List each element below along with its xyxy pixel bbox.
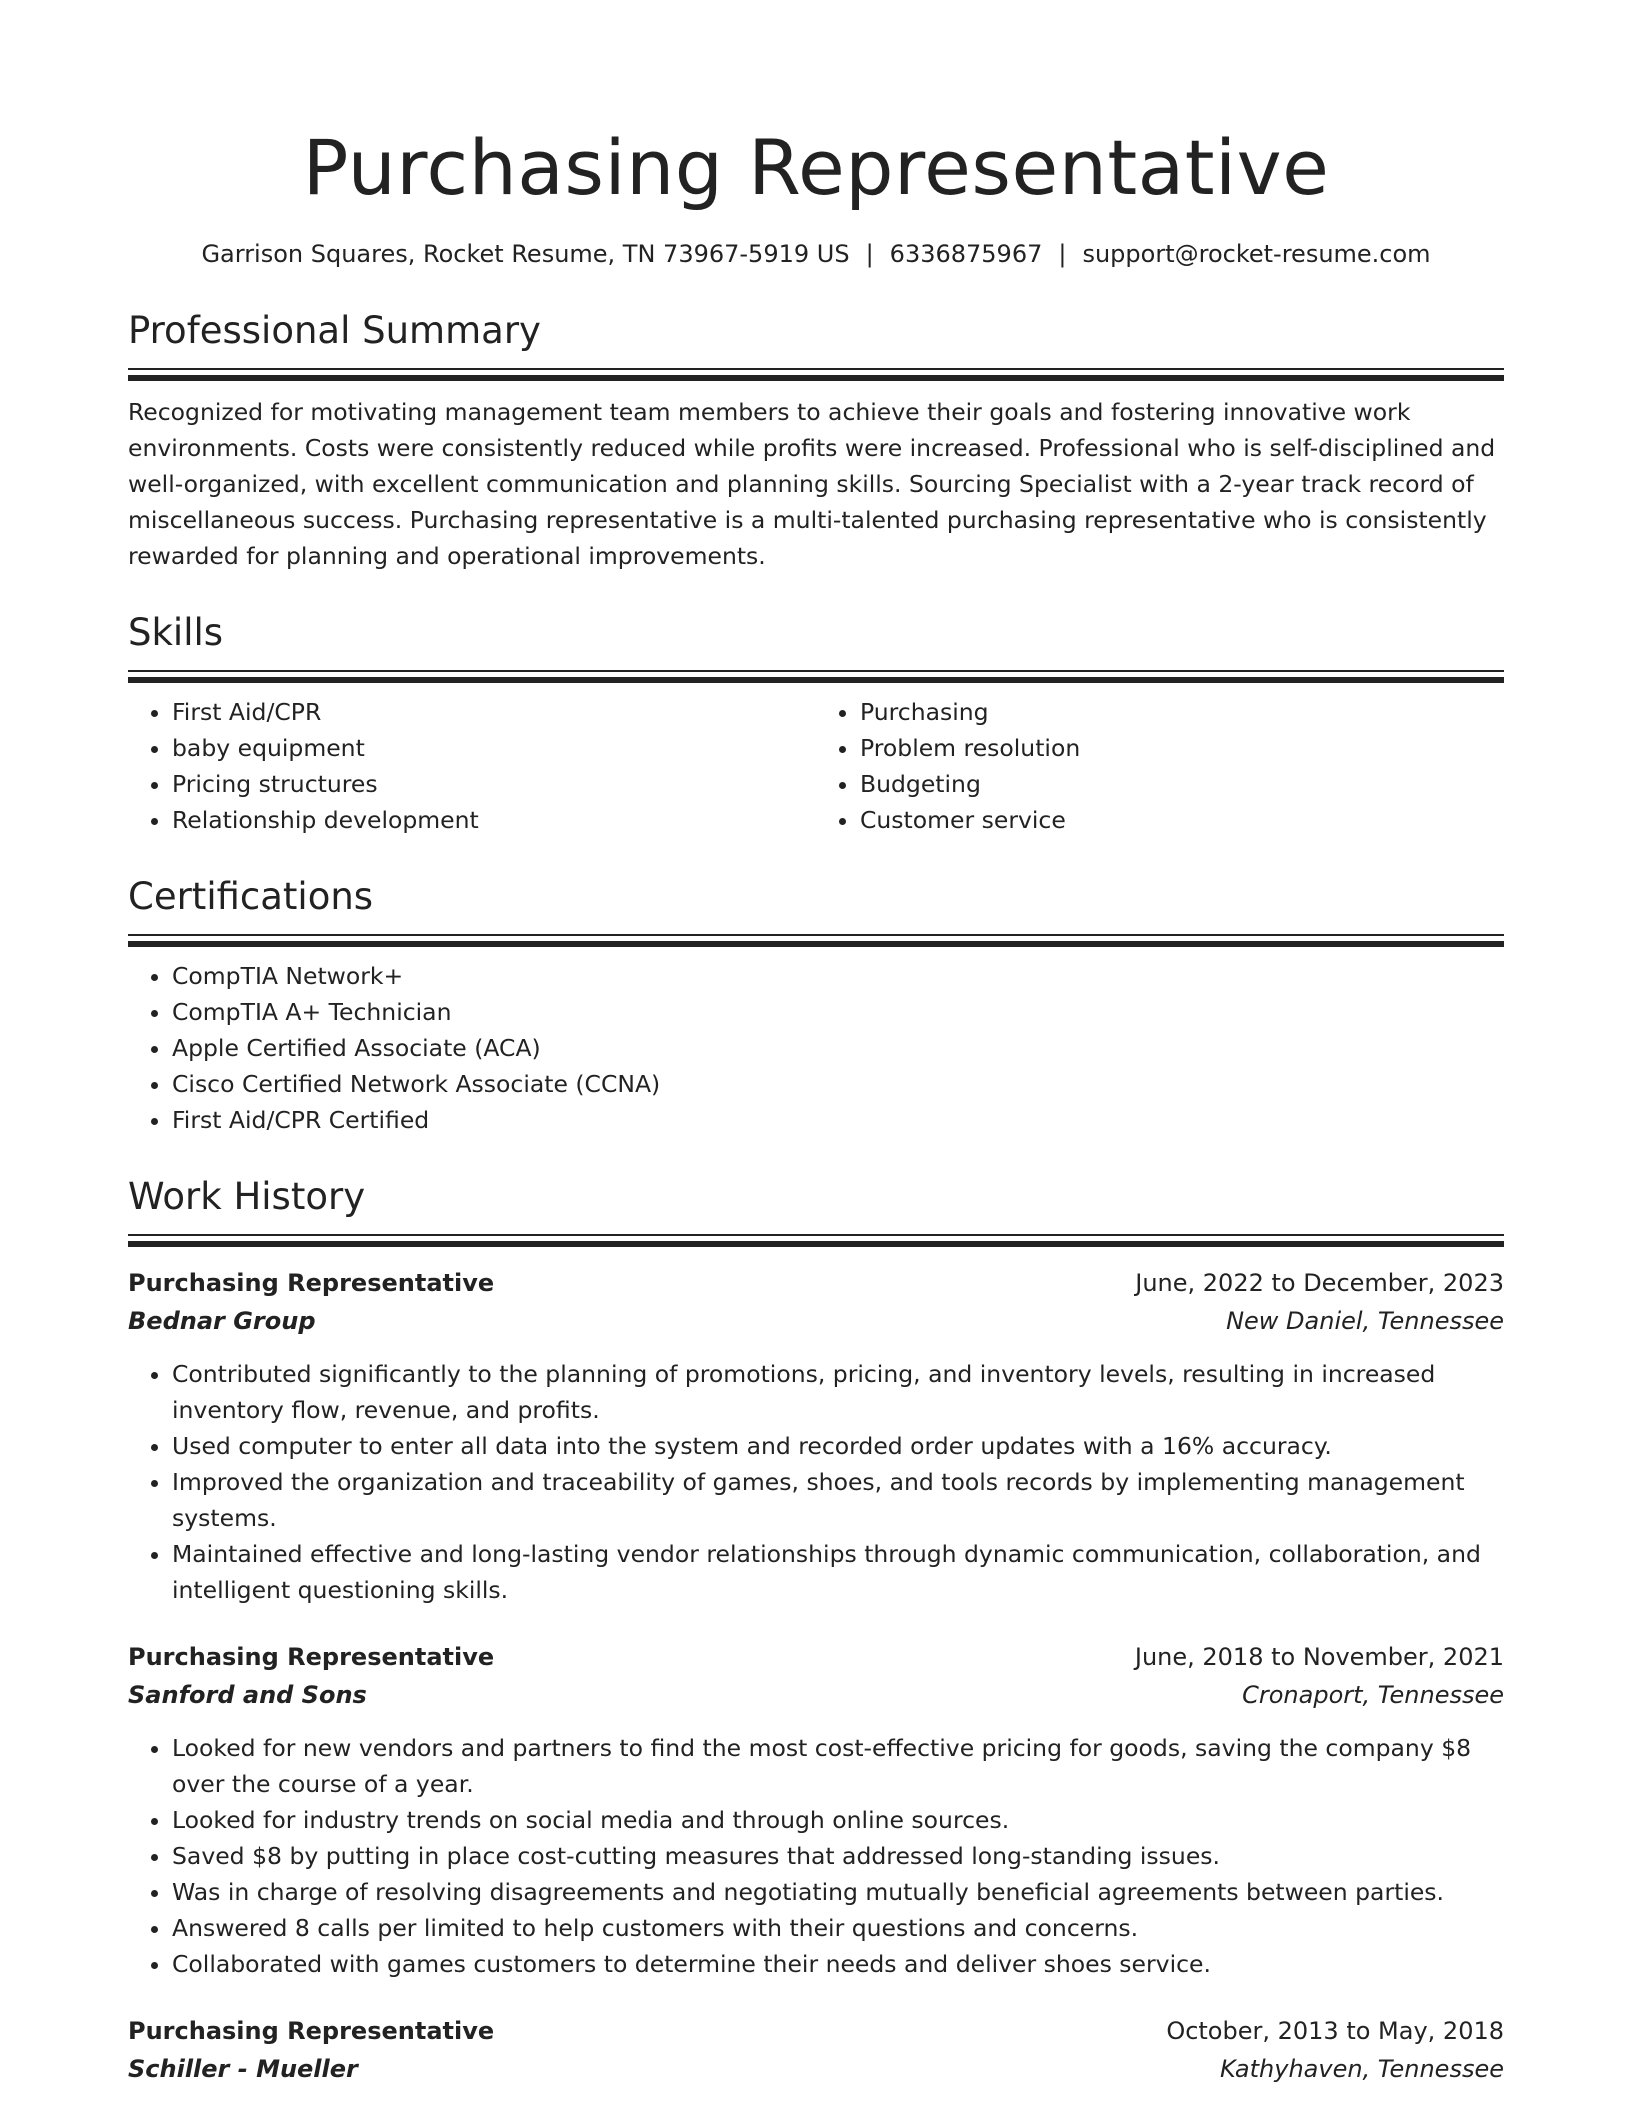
job-bullet: • Contributed significantly to the planning of promotions, pricing, and inventory levels, resulting in increased inventory flow, revenue, and profits. (172, 1356, 1504, 1428)
skills-list-left (128, 694, 816, 838)
job-header-row (128, 1264, 1504, 1302)
skill-item: • Pricing structures (172, 766, 816, 802)
certifications-section (128, 872, 1504, 1138)
resume-name: Purchasing Representative (302, 123, 1330, 212)
contact-phone: 6336875967 (889, 240, 1043, 268)
section-divider (128, 934, 1504, 948)
skill-item: • Customer service (860, 802, 1504, 838)
job-location: Cronaport, Tennessee (1242, 1681, 1504, 1709)
work-history-section (128, 1172, 1504, 2088)
skill-item: • baby equipment (172, 730, 816, 766)
job-bullets (128, 1730, 1504, 1982)
section-divider (128, 368, 1504, 382)
certification-item: • CompTIA A+ Technician (172, 994, 1504, 1030)
section-divider (128, 670, 1504, 684)
section-title-summary: Professional Summary (128, 309, 541, 352)
job-header-row (128, 2012, 1504, 2050)
contact-email: support@rocket-resume.com (1082, 240, 1431, 268)
job-company: Bednar Group (128, 1307, 316, 1335)
job-bullet: • Looked for industry trends on social media and through online sources. (172, 1802, 1504, 1838)
job-entry (128, 1638, 1504, 1982)
job-dates: October, 2013 to May, 2018 (1166, 2017, 1504, 2045)
job-bullet: • Was in charge of resolving disagreements and negotiating mutually beneficial agreements between parties. (172, 1874, 1504, 1910)
job-entry (128, 2012, 1504, 2088)
job-bullets (128, 1356, 1504, 1608)
skills-grid (128, 684, 1504, 838)
job-title: Purchasing Representative (128, 2017, 495, 2045)
section-title-certifications: Certifications (128, 875, 374, 918)
certification-item: • First Aid/CPR Certified (172, 1102, 1504, 1138)
job-company: Sanford and Sons (128, 1681, 367, 1709)
job-company-row (128, 1676, 1504, 1714)
job-bullet: • Answered 8 calls per limited to help customers with their questions and concerns. (172, 1910, 1504, 1946)
job-location: New Daniel, Tennessee (1226, 1307, 1504, 1335)
job-dates: June, 2018 to November, 2021 (1134, 1643, 1504, 1671)
job-bullet: • Collaborated with games customers to determine their needs and deliver shoes service. (172, 1946, 1504, 1982)
contact-address: Garrison Squares, Rocket Resume, TN 73967-5919 US (201, 240, 850, 268)
summary-section (128, 306, 1504, 574)
contact-separator: | (1058, 240, 1067, 268)
job-bullet: • Maintained effective and long-lasting vendor relationships through dynamic communication, collaboration, and intelligent questioning skills. (172, 1536, 1504, 1608)
skill-item: • Relationship development (172, 802, 816, 838)
certifications-list (128, 958, 1504, 1138)
certification-item: • Cisco Certified Network Associate (CCNA) (172, 1066, 1504, 1102)
job-entry (128, 1264, 1504, 1608)
contact-line (128, 236, 1504, 272)
job-title: Purchasing Representative (128, 1269, 495, 1297)
job-location: Kathyhaven, Tennessee (1220, 2055, 1504, 2083)
contact-separator: | (865, 240, 874, 268)
job-bullet: • Used computer to enter all data into the system and recorded order updates with a 16% accuracy. (172, 1428, 1504, 1464)
section-title-work-history: Work History (128, 1175, 366, 1218)
job-company-row (128, 1302, 1504, 1340)
summary-text: Recognized for motivating management team members to achieve their goals and fostering innovative work environments. Costs were consistently reduced while profits were increased. Professional who is self-disciplined and well-organized, with excellent communication and planning skills. Sourcing Specialist with a 2-year track record of miscellaneous success. Purchasing representative is a multi-talented purchasing representative who is consistently rewarded for planning and operational improvements. (128, 398, 1496, 570)
job-bullet: • Improved the organization and traceability of games, shoes, and tools records by implementing management systems. (172, 1464, 1504, 1536)
job-dates: June, 2022 to December, 2023 (1135, 1269, 1504, 1297)
job-company-row (128, 2050, 1504, 2088)
skill-item: • Problem resolution (860, 730, 1504, 766)
certification-item: • Apple Certified Associate (ACA) (172, 1030, 1504, 1066)
skill-item: • First Aid/CPR (172, 694, 816, 730)
job-company: Schiller - Mueller (128, 2055, 358, 2083)
skill-item: • Budgeting (860, 766, 1504, 802)
section-title-skills: Skills (128, 611, 224, 654)
job-header-row (128, 1638, 1504, 1676)
job-bullet: • Saved $8 by putting in place cost-cutting measures that addressed long-standing issues. (172, 1838, 1504, 1874)
skills-list-right (816, 694, 1504, 838)
job-bullet: • Looked for new vendors and partners to find the most cost-effective pricing for goods, saving the company $8 over the course of a year. (172, 1730, 1504, 1802)
certification-item: • CompTIA Network+ (172, 958, 1504, 994)
section-divider (128, 1234, 1504, 1248)
job-title: Purchasing Representative (128, 1643, 495, 1671)
skill-item: • Purchasing (860, 694, 1504, 730)
skills-section (128, 608, 1504, 838)
